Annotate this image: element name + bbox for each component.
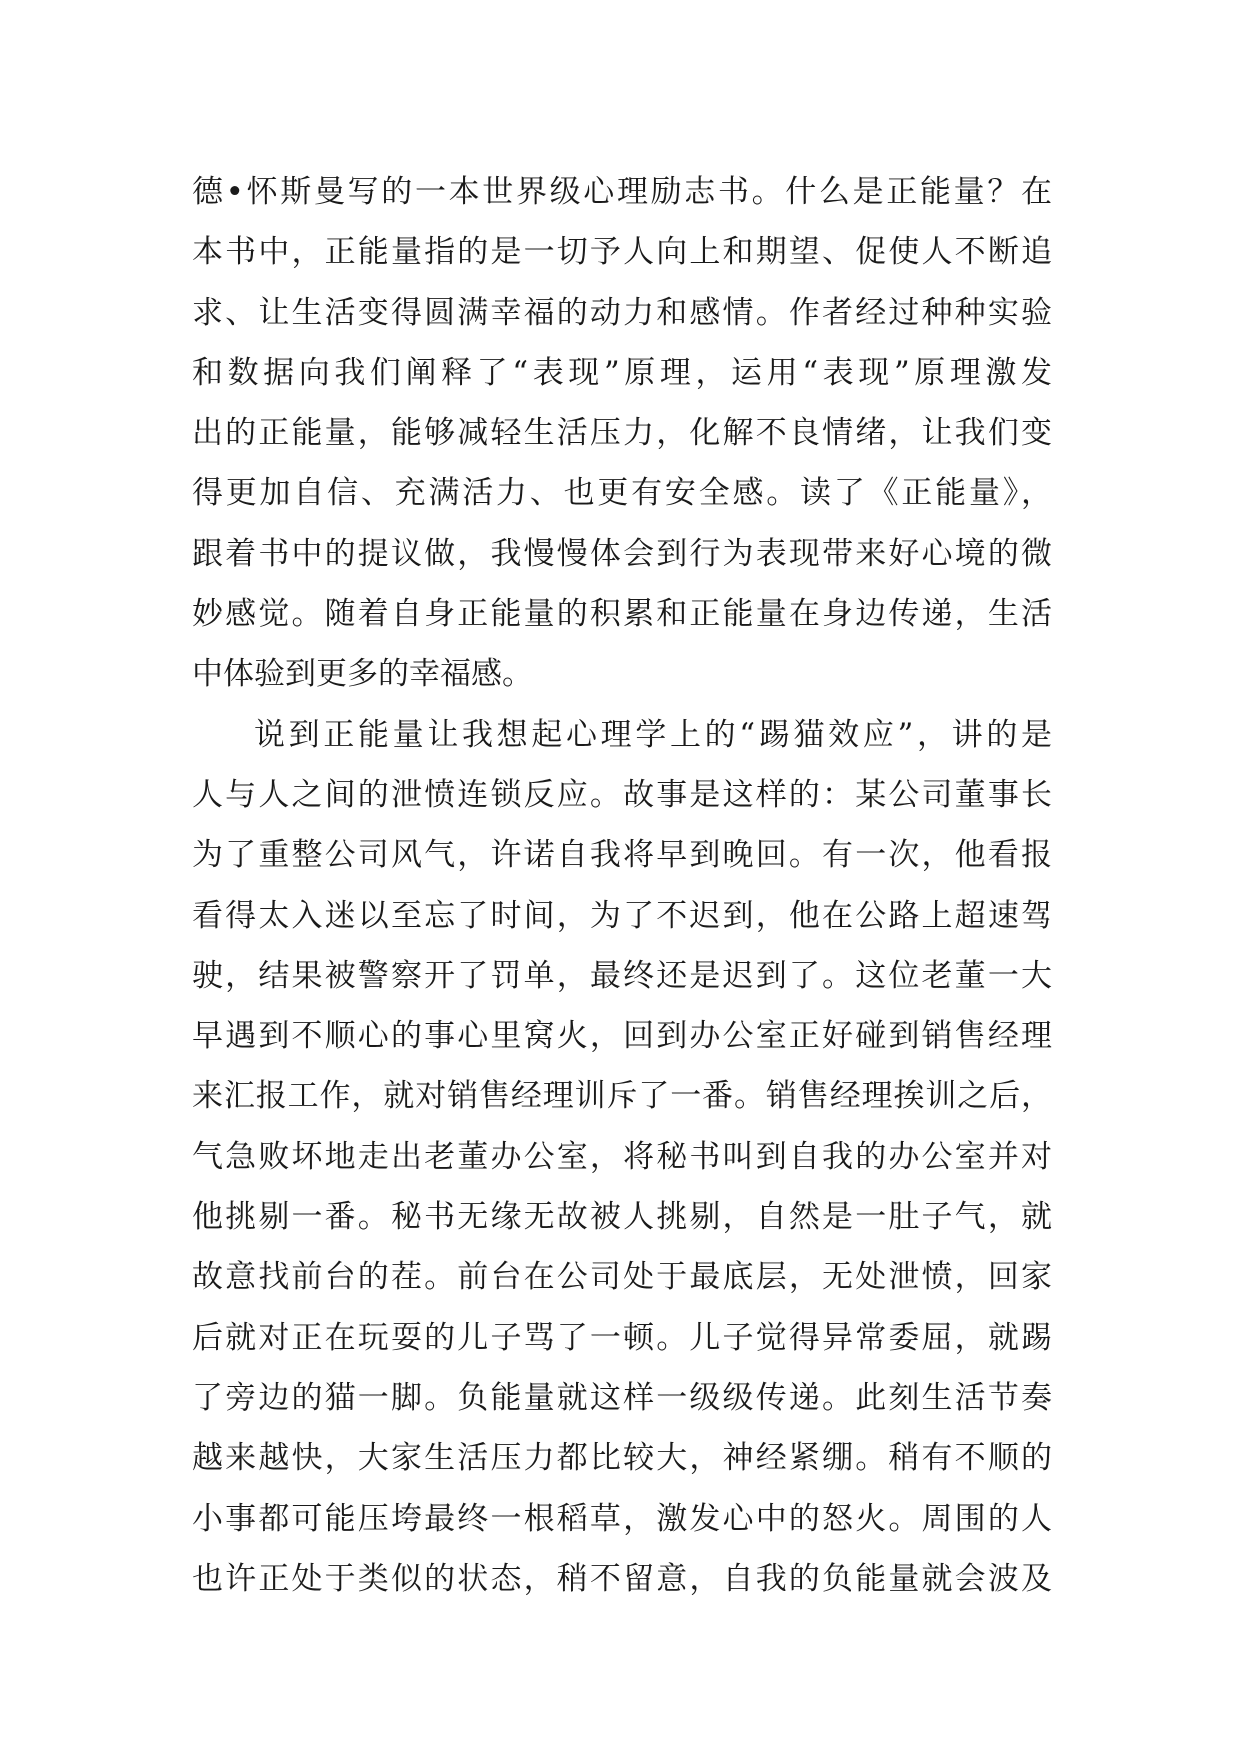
text-line: 本书中，正能量指的是一切予人向上和期望、促使人不断追 xyxy=(192,234,1052,271)
text-line: 得更加自信、充满活力、也更有安全感。读了《正能量》， xyxy=(192,475,1052,512)
paragraph xyxy=(192,162,1052,705)
text-line: 后就对正在玩耍的儿子骂了一顿。儿子觉得异常委屈，就踢 xyxy=(192,1319,1052,1356)
text-line: 气急败坏地走出老董办公室，将秘书叫到自我的办公室并对 xyxy=(192,1138,1052,1175)
text-line: 出的正能量，能够减轻生活压力，化解不良情绪，让我们变 xyxy=(192,415,1052,452)
text-line: 中体验到更多的幸福感。 xyxy=(192,656,533,693)
text-line: 越来越快，大家生活压力都比较大，神经紧绷。稍有不顺的 xyxy=(192,1440,1052,1477)
text-line: 看得太入迷以至忘了时间，为了不迟到，他在公路上超速驾 xyxy=(192,897,1052,934)
text-line: 求、让生活变得圆满幸福的动力和感情。作者经过种种实验 xyxy=(192,294,1052,331)
text-line: 人与人之间的泄愤连锁反应。故事是这样的：某公司董事长 xyxy=(192,776,1052,813)
text-line: 妙感觉。随着自身正能量的积累和正能量在身边传递，生活 xyxy=(192,596,1052,633)
text-line: 了旁边的猫一脚。负能量就这样一级级传递。此刻生活节奏 xyxy=(192,1379,1052,1416)
text-line: 德•怀斯曼写的一本世界级心理励志书。什么是正能量？在 xyxy=(192,174,1052,210)
text-line: 他挑剔一番。秘书无缘无故被人挑剔，自然是一肚子气，就 xyxy=(192,1199,1052,1236)
text-line: 为了重整公司风气，许诺自我将早到晚回。有一次，他看报 xyxy=(192,837,1052,874)
paragraph xyxy=(192,705,1052,1609)
text-line: 早遇到不顺心的事心里窝火，回到办公室正好碰到销售经理 xyxy=(192,1018,1052,1055)
text-line: 小事都可能压垮最终一根稻草，激发心中的怒火。周围的人 xyxy=(192,1500,1052,1537)
text-line: 来汇报工作，就对销售经理训斥了一番。销售经理挨训之后， xyxy=(192,1078,1052,1115)
text-line: 和数据向我们阐释了“表现”原理，运用“表现”原理激发 xyxy=(192,354,1052,391)
body-text xyxy=(192,162,1052,1609)
text-line: 故意找前台的茬。前台在公司处于最底层，无处泄愤，回家 xyxy=(192,1259,1052,1296)
text-line: 也许正处于类似的状态，稍不留意，自我的负能量就会波及 xyxy=(192,1560,1052,1597)
text-line: 跟着书中的提议做，我慢慢体会到行为表现带来好心境的微 xyxy=(192,535,1052,572)
text-line: 说到正能量让我想起心理学上的“踢猫效应”，讲的是 xyxy=(254,716,1052,753)
text-line: 驶，结果被警察开了罚单，最终还是迟到了。这位老董一大 xyxy=(192,957,1052,994)
